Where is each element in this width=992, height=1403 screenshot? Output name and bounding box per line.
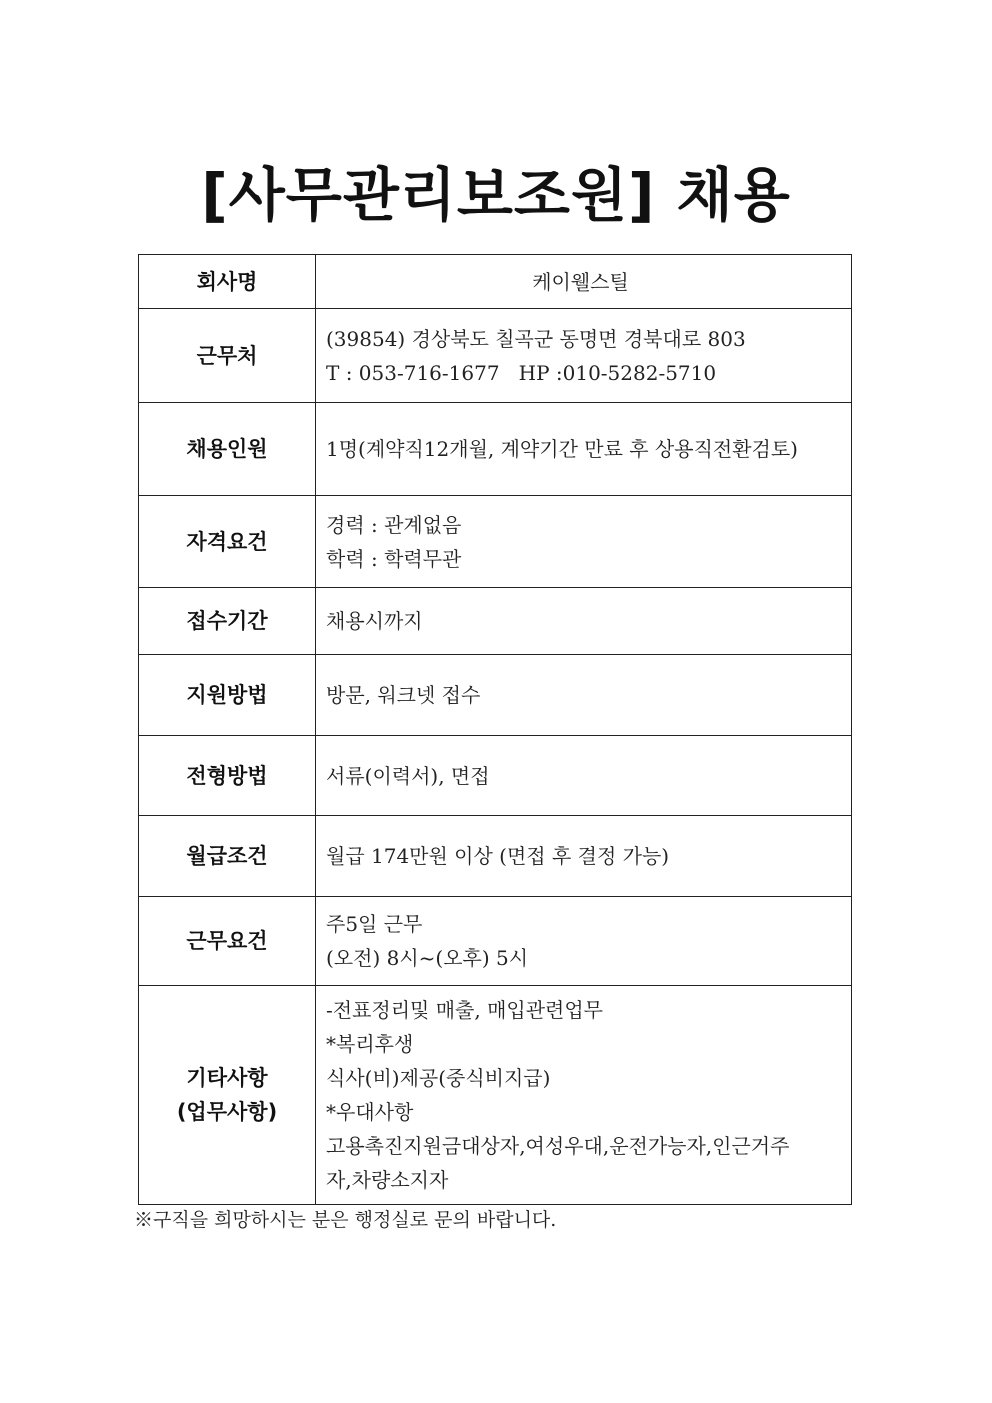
value-headcount	[316, 403, 852, 496]
value-line-education: 학력 : 학력무관	[326, 546, 462, 571]
value-application-period	[316, 588, 852, 655]
value-line-preference-heading: *우대사항	[326, 1100, 414, 1124]
value-line-preference-list: 고용촉진지원금대상자,여성우대,운전가능자,인근거주	[326, 1134, 790, 1158]
value-line-phone: T : 053-716-1677 HP :010-5282-5710	[326, 360, 717, 385]
value-application-method	[316, 655, 852, 736]
table-row-salary	[139, 816, 852, 897]
table-row-headcount	[139, 403, 852, 496]
value-line-hours: (오전) 8시~(오후) 5시	[326, 946, 529, 970]
value-line: 1명(계약직12개월, 계약기간 만료 후 상용직전환검토)	[326, 437, 798, 461]
value-salary	[316, 816, 852, 897]
value-selection-method	[316, 736, 852, 816]
table-row-working-conditions	[139, 897, 852, 986]
value-line: 채용시까지	[326, 609, 423, 633]
label-other-details	[139, 986, 316, 1205]
table-row-selection-method	[139, 736, 852, 816]
label-line-other: 기타사항	[186, 1066, 268, 1090]
label-company: 회사명	[139, 255, 316, 309]
label-application-period: 접수기간	[139, 588, 316, 655]
value-line-address: (39854) 경상북도 칠곡군 동명면 경북대로 803	[326, 326, 746, 351]
value-line-preference-list-cont: 자,차량소지자	[326, 1168, 449, 1192]
footnote: ※구직을 희망하시는 분은 행정실로 문의 바랍니다.	[134, 1209, 557, 1231]
table-row-application-method	[139, 655, 852, 736]
label-application-method: 지원방법	[139, 655, 316, 736]
value-line: 월급 174만원 이상 (면접 후 결정 가능)	[326, 844, 670, 868]
value-line-benefits-heading: *복리후생	[326, 1032, 414, 1056]
label-salary: 월급조건	[139, 816, 316, 897]
table-row-workplace	[139, 309, 852, 403]
value-workplace	[316, 309, 852, 403]
value-line: 서류(이력서), 면접	[326, 763, 490, 788]
label-line-duties: (업무사항)	[176, 1100, 278, 1124]
value-line-days: 주5일 근무	[326, 912, 423, 936]
job-posting-table	[138, 254, 852, 1205]
value-line-duties: -전표정리및 매출, 매입관련업무	[326, 998, 603, 1022]
label-qualifications: 자격요건	[139, 496, 316, 588]
value-line: 방문, 워크넷 접수	[326, 683, 481, 707]
value-other-details	[316, 986, 852, 1205]
value-line-meal: 식사(비)제공(중식비지급)	[326, 1066, 551, 1090]
label-selection-method: 전형방법	[139, 736, 316, 816]
page-title: [사무관리보조원] 채용	[201, 161, 791, 229]
value-line: 케이웰스틸	[532, 269, 629, 294]
table-row-qualifications	[139, 496, 852, 588]
label-headcount: 채용인원	[139, 403, 316, 496]
table-row-other-details	[139, 986, 852, 1205]
value-company	[316, 255, 852, 309]
label-workplace: 근무처	[139, 309, 316, 403]
table-row-company	[139, 255, 852, 309]
value-qualifications	[316, 496, 852, 588]
label-working-conditions: 근무요건	[139, 897, 316, 986]
table-row-application-period	[139, 588, 852, 655]
value-line-career: 경력 : 관계없음	[326, 512, 462, 537]
value-working-conditions	[316, 897, 852, 986]
